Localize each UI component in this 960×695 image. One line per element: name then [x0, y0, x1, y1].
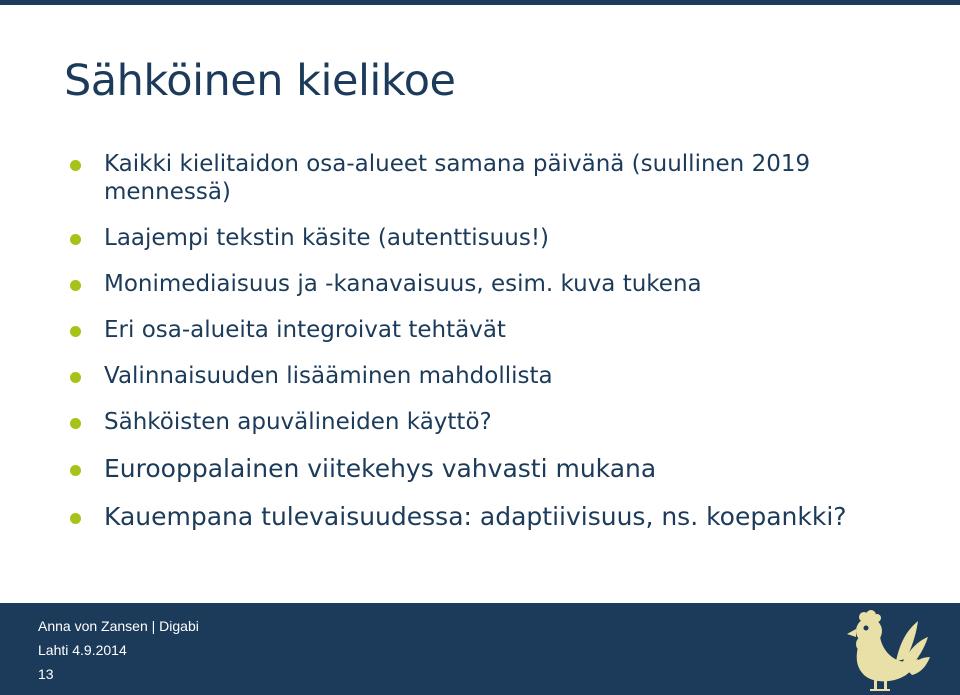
bullet-item [66, 502, 926, 532]
bullet-dot-icon [70, 418, 81, 429]
bullet-text: Kaikki kielitaidon osa-alueet samana päivänä (suullinen 2019 mennessä) [104, 151, 811, 205]
bullet-dot-icon [70, 326, 81, 337]
bullet-item [66, 270, 926, 298]
bullet-item [66, 224, 926, 252]
page-number: 13 [38, 666, 54, 682]
bullet-dot-icon [70, 372, 81, 383]
footer-bar [0, 603, 960, 695]
top-accent-bar [0, 0, 960, 5]
rooster-icon [838, 609, 930, 693]
bullet-text: Laajempi tekstin käsite (autenttisuus!) [104, 225, 550, 251]
bullet-item [66, 362, 926, 390]
bullet-text: Monimediaisuus ja -kanavaisuus, esim. kuva tukena [104, 271, 702, 297]
bullet-dot-icon [70, 234, 81, 245]
bullet-dot-icon [70, 465, 81, 476]
bullet-dot-icon [70, 513, 81, 524]
bullet-text: Valinnaisuuden lisääminen mahdollista [104, 363, 553, 389]
bullet-item [66, 150, 926, 206]
bullet-text: Eri osa-alueita integroivat tehtävät [104, 317, 506, 343]
bullet-list [66, 150, 926, 550]
bullet-text: Sähköisten apuvälineiden käyttö? [104, 409, 492, 435]
bullet-dot-icon [70, 160, 81, 171]
footer-date: Lahti 4.9.2014 [38, 642, 127, 658]
bullet-text: Eurooppalainen viitekehys vahvasti mukana [104, 454, 657, 483]
bullet-item [66, 408, 926, 436]
footer-author: Anna von Zansen | Digabi [38, 618, 199, 634]
bullet-text: Kauempana tulevaisuudessa: adaptiivisuus, ns. koepankki? [104, 502, 847, 531]
bullet-dot-icon [70, 280, 81, 291]
bullet-item [66, 316, 926, 344]
bullet-item [66, 454, 926, 484]
slide-title: Sähköinen kielikoe [64, 56, 456, 106]
